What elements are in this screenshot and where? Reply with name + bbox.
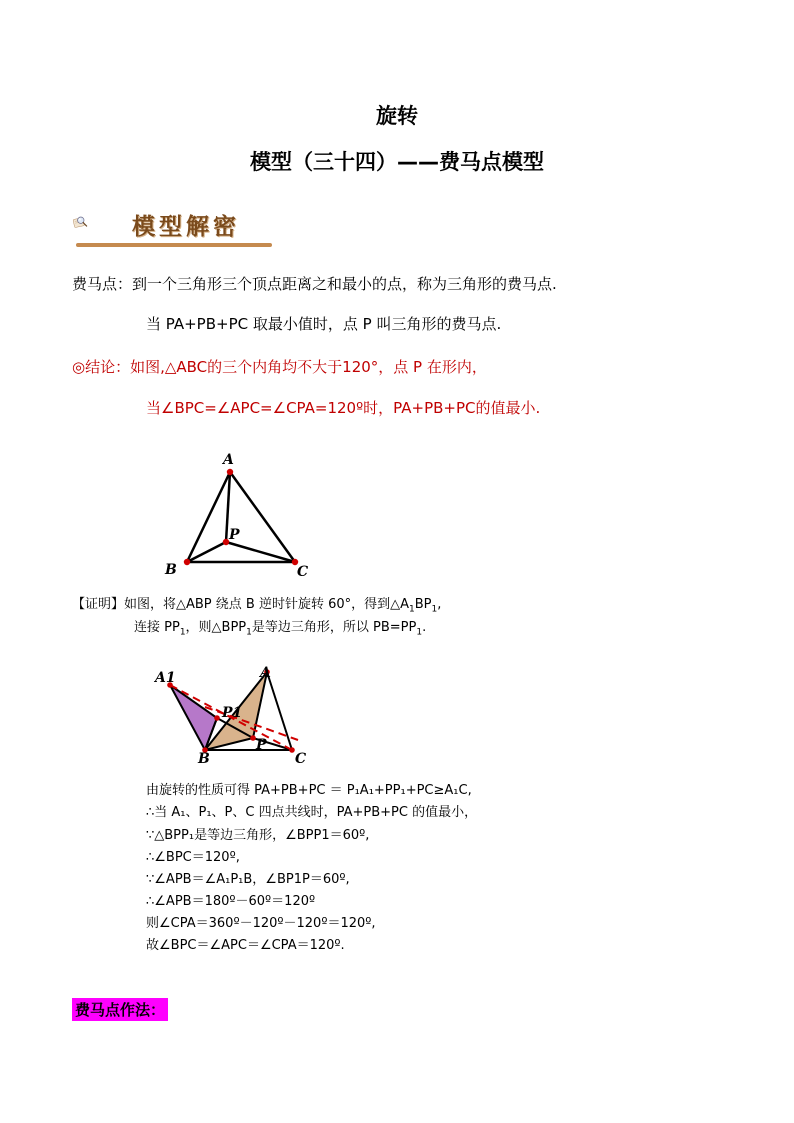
label-a: A	[260, 665, 271, 681]
rotated-triangle	[170, 685, 217, 750]
label-b: B	[165, 562, 177, 578]
page-title: 旋转	[376, 104, 418, 128]
section-heading-construction: 费马点作法：	[72, 998, 168, 1021]
label-a: A	[223, 452, 234, 468]
proof-line-2: 连接 $PP_1$，则$\triangle BPP_1$是等边三角形，所以 $PB=PP_1$.	[134, 620, 427, 638]
magnifier-icon	[72, 196, 132, 248]
vertex-b-dot	[184, 559, 190, 565]
label-c: C	[297, 564, 309, 580]
label-p1: P1	[222, 705, 243, 721]
proof-step-7: 则∠CPA＝360º－120º－120º＝120º,	[146, 916, 376, 931]
proof-step-1: 由旋转的性质可得 PA+PB+PC ＝ P₁A₁+PP₁+PC≥A₁C,	[146, 783, 472, 798]
label-b: B	[198, 751, 210, 767]
proof-step-2: ∴当 A₁、P₁、P、C 四点共线时，PA+PB+PC 的值最小，	[146, 805, 478, 820]
conclusion-line-1: ◎结论：如图,△ABC的三个内角均不大于120°，点 P 在形内，	[72, 358, 487, 376]
proof-step-4: ∴∠BPC＝120º,	[146, 850, 240, 865]
proof-step-5: ∵∠APB＝∠A₁P₁B，∠BP1P＝60º,	[146, 872, 350, 887]
section-banner-title: 模型解密	[132, 213, 240, 240]
triangle-figure-1	[150, 440, 340, 590]
label-p: P	[256, 737, 267, 753]
proof-line-1: 【证明】如图，将△ABP 绕点 B 逆时针旋转 60°，得到$\triangle A_1BP_1$,	[72, 597, 442, 615]
definition-line-2: 当 PA+PB+PC 取最小值时，点 P 叫三角形的费马点.	[146, 315, 502, 333]
rotation-figure-2	[150, 660, 320, 775]
proof-step-8: 故∠BPC＝∠APC＝∠CPA＝120º.	[146, 938, 345, 953]
definition-line-1: 费马点：到一个三角形三个顶点距离之和最小的点，称为三角形的费马点.	[72, 275, 557, 293]
proof-step-6: ∴∠APB＝180º－60º＝120º	[146, 894, 316, 909]
label-a1: A1	[155, 670, 176, 686]
page-subtitle: 模型（三十四）——费马点模型	[250, 150, 544, 174]
conclusion-line-2: 当∠BPC=∠APC=∠CPA=120º时，PA+PB+PC的值最小.	[146, 399, 541, 417]
label-p: P	[229, 527, 240, 543]
vertex-a-dot	[227, 469, 233, 475]
banner-underline	[76, 243, 272, 247]
proof-step-3: ∵△BPP₁是等边三角形，∠BPP1＝60º,	[146, 828, 370, 843]
label-c: C	[295, 751, 307, 767]
